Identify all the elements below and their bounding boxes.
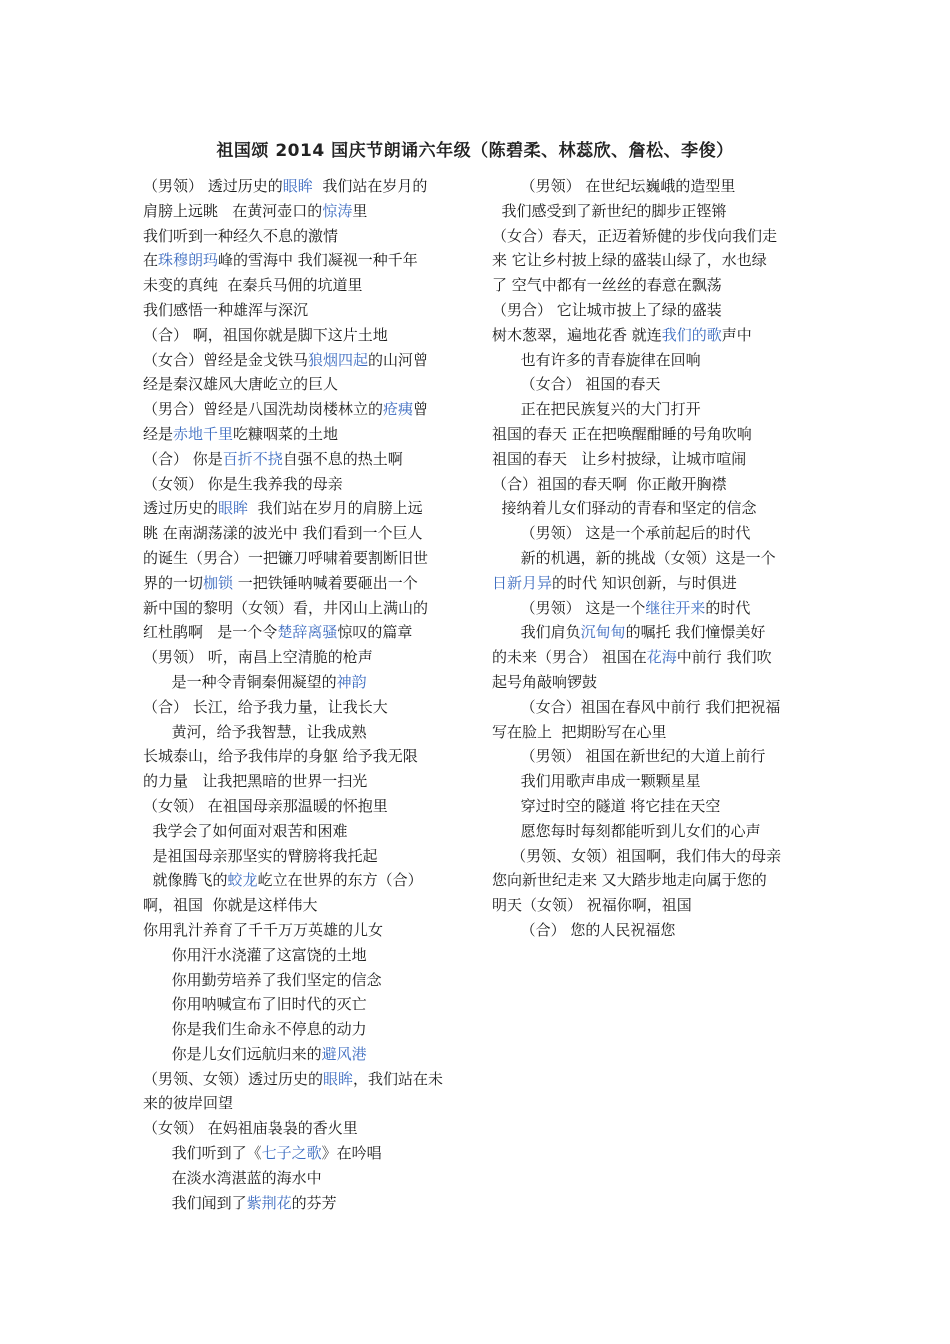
line-text: 啊，祖国 你就是这样伟大 xyxy=(143,896,318,915)
line-text: 眺 在南湖荡漾的波光中 我们看到一个巨人 xyxy=(143,524,423,543)
poem-line xyxy=(492,794,814,819)
linked-term[interactable]: 继往开来 xyxy=(645,598,706,617)
line-text: （女领） 在祖国母亲那温暖的怀抱里 xyxy=(143,796,388,815)
line-text: 明天（女领） 祝福你啊，祖国 xyxy=(492,896,692,915)
line-text: 接纳着儿女们驿动的青春和坚定的信念 xyxy=(492,499,757,518)
poem-line xyxy=(143,670,465,695)
line-text: 你是儿女们远航归来的 xyxy=(143,1044,322,1063)
linked-term[interactable]: 枷锁 xyxy=(203,573,234,592)
poem-line xyxy=(492,868,814,893)
line-text: 你用乳汁养育了千千万万英雄的儿女 xyxy=(143,920,384,939)
linked-term[interactable]: 百折不挠 xyxy=(222,449,283,468)
linked-term[interactable]: 眼眸 xyxy=(218,499,249,518)
line-text: 我们肩负 xyxy=(492,623,581,642)
line-text: 我们听到一种经久不息的激情 xyxy=(143,226,339,245)
poem-line xyxy=(492,422,814,447)
poem-line xyxy=(143,472,465,497)
line-text: 你用勤劳培养了我们坚定的信念 xyxy=(143,970,382,989)
poem-line xyxy=(143,1116,465,1141)
poem-line xyxy=(143,1017,465,1042)
poem-line xyxy=(143,695,465,720)
poem-line xyxy=(492,372,814,397)
line-text: （女合）祖国在春风中前行 我们把祝福 xyxy=(492,697,781,716)
poem-line xyxy=(143,1067,465,1092)
line-text: 你用汗水浇灌了这富饶的土地 xyxy=(143,945,367,964)
poem-line xyxy=(143,174,465,199)
line-text: 经是 xyxy=(143,424,174,443)
line-text: 一把铁锤呐喊着要砸出一个 xyxy=(233,573,418,592)
poem-line xyxy=(492,596,814,621)
poem-line xyxy=(492,472,814,497)
line-text: ，我们站在未 xyxy=(353,1069,444,1088)
line-text: 我们感悟一种雄浑与深沉 xyxy=(143,300,309,319)
poem-line xyxy=(492,769,814,794)
line-text: 的时代 知识创新，与时俱进 xyxy=(552,573,737,592)
line-text: 您向新世纪走来 又大踏步地走向属于您的 xyxy=(492,871,767,890)
line-text: （女合）曾经是金戈铁马 xyxy=(143,350,309,369)
poem-line xyxy=(143,645,465,670)
line-text: 红杜鹃啊 是一个令 xyxy=(143,623,278,642)
poem-line xyxy=(143,868,465,893)
poem-line xyxy=(143,968,465,993)
linked-term[interactable]: 避风港 xyxy=(321,1044,367,1063)
poem-line xyxy=(143,447,465,472)
poem-line xyxy=(143,273,465,298)
line-text: 惊叹的篇章 xyxy=(337,623,413,642)
poem-line xyxy=(492,571,814,596)
line-text: （男合） 它让城市披上了绿的盛装 xyxy=(492,300,722,319)
line-text: 》在吟唱 xyxy=(321,1144,382,1163)
line-text: 里 xyxy=(352,201,368,220)
line-text: 正在把民族复兴的大门打开 xyxy=(492,400,701,419)
line-text: 我们感受到了新世纪的脚步正铿锵 xyxy=(492,201,727,220)
poem-line xyxy=(492,918,814,943)
line-text: 肩膀上远眺 在黄河壶口的 xyxy=(143,201,323,220)
line-text: 我们站在岁月的肩膀上远 xyxy=(248,499,423,518)
line-text: 透过历史的 xyxy=(143,499,219,518)
line-text: 你是我们生命永不停息的动力 xyxy=(143,1020,367,1039)
line-text: 愿您每时每刻都能听到儿女们的心声 xyxy=(492,821,761,840)
poem-line xyxy=(143,571,465,596)
poem-line xyxy=(492,720,814,745)
poem-line xyxy=(492,447,814,472)
linked-term[interactable]: 眼眸 xyxy=(282,177,313,195)
poem-line xyxy=(492,199,814,224)
line-text: （男领） 听，南昌上空清脆的枪声 xyxy=(143,648,373,667)
line-text: （女领） 你是生我养我的母亲 xyxy=(143,474,343,493)
poem-line xyxy=(492,744,814,769)
line-text: （女领） 在妈祖庙袅袅的香火里 xyxy=(143,1119,358,1138)
line-text: 祖国的春天 让乡村披绿，让城市喧闹 xyxy=(492,449,747,468)
linked-term[interactable]: 赤地千里 xyxy=(173,424,234,443)
line-text: （合）祖国的春天啊 你正敞开胸襟 xyxy=(492,474,727,493)
poem-line xyxy=(492,670,814,695)
poem-line xyxy=(143,819,465,844)
line-text: 的芬芳 xyxy=(291,1193,337,1212)
line-text: （女合） 祖国的春天 xyxy=(492,375,661,394)
line-text: （女合）春天，正迈着矫健的步伐向我们走 xyxy=(492,226,778,245)
line-text: 屹立在世界的东方（合） xyxy=(257,871,423,890)
poem-line xyxy=(143,943,465,968)
line-text: 中前行 我们吹 xyxy=(676,648,772,667)
line-text: 也有许多的青春旋律在回响 xyxy=(492,350,701,369)
poem-line xyxy=(143,1042,465,1067)
linked-term[interactable]: 珠穆朗玛 xyxy=(158,251,219,270)
left-column xyxy=(143,174,465,1215)
linked-term[interactable]: 眼眸 xyxy=(323,1069,354,1088)
poem-line xyxy=(143,1191,465,1216)
poem-line xyxy=(143,546,465,571)
line-text: （男领、女领）透过历史的 xyxy=(143,1069,324,1088)
poem-line xyxy=(492,248,814,273)
line-text: 树木葱翠，遍地花香 就连 xyxy=(492,325,662,344)
line-text: 来 它让乡村披上绿的盛装山绿了，水也绿 xyxy=(492,251,767,270)
poem-line xyxy=(492,496,814,521)
line-text: 的未来（男合） 祖国在 xyxy=(492,648,647,667)
poem-line xyxy=(143,620,465,645)
line-text: 我学会了如何面对艰苦和困难 xyxy=(143,821,348,840)
linked-term[interactable]: 蛟龙 xyxy=(227,871,258,890)
line-text: 穿过时空的隧道 将它挂在天空 xyxy=(492,796,721,815)
line-text: 是祖国母亲那坚实的臂膀将我托起 xyxy=(143,846,378,865)
poem-line xyxy=(492,620,814,645)
line-text: （男领、女领）祖国啊，我们伟大的母亲 xyxy=(492,846,782,865)
line-text: 就像腾飞的 xyxy=(143,871,228,890)
poem-line xyxy=(492,348,814,373)
linked-term[interactable]: 我们的歌 xyxy=(661,325,722,344)
poem-line xyxy=(143,199,465,224)
line-text: 新的机遇，新的挑战（女领）这是一个 xyxy=(492,548,776,567)
line-text: 界的一切 xyxy=(143,573,204,592)
linked-term[interactable]: 沉甸甸 xyxy=(580,623,626,642)
poem-line xyxy=(143,348,465,373)
line-text: 的诞生（男合）一把镰刀呼啸着要割断旧世 xyxy=(143,548,429,567)
linked-term[interactable]: 楚辞离骚 xyxy=(277,623,338,642)
line-text: 在 xyxy=(143,251,159,270)
poem-line xyxy=(143,397,465,422)
line-text: 未变的真纯 在秦兵马佣的坑道里 xyxy=(143,276,363,295)
linked-term[interactable]: 疮痍 xyxy=(383,400,414,419)
poem-line xyxy=(492,273,814,298)
poem-line xyxy=(143,918,465,943)
line-text: 吃糠咽菜的土地 xyxy=(233,424,339,443)
line-text: 黄河，给予我智慧，让我成熟 xyxy=(143,722,367,741)
linked-term[interactable]: 神韵 xyxy=(336,672,367,691)
linked-term[interactable]: 惊涛 xyxy=(322,201,353,220)
poem-line xyxy=(492,174,814,199)
poem-line xyxy=(492,323,814,348)
poem-line xyxy=(143,521,465,546)
line-text: 了 空气中都有一丝丝的春意在飘荡 xyxy=(492,276,722,295)
line-text: （男领） 祖国在新世纪的大道上前行 xyxy=(492,747,766,766)
poem-line xyxy=(143,794,465,819)
poem-line xyxy=(143,422,465,447)
poem-line xyxy=(143,224,465,249)
line-text: 我们站在岁月的 xyxy=(312,177,428,195)
line-text: 在淡水湾湛蓝的海水中 xyxy=(143,1168,322,1187)
poem-title: 祖国颂 2014 国庆节朗诵六年级（陈碧柔、林蕊欣、詹松、李俊） xyxy=(216,141,734,161)
linked-term[interactable]: 七子之歌 xyxy=(261,1144,322,1163)
line-text: （合） 您的人民祝福您 xyxy=(492,920,676,939)
line-text: 经是秦汉雄风大唐屹立的巨人 xyxy=(143,375,339,394)
line-text: （合） 啊，祖国你就是脚下这片土地 xyxy=(143,325,388,344)
linked-term[interactable]: 狼烟四起 xyxy=(308,350,369,369)
linked-term[interactable]: 日新月异 xyxy=(492,573,553,592)
poem-line xyxy=(143,596,465,621)
poem-line xyxy=(492,819,814,844)
line-text: 你用呐喊宣布了旧时代的灭亡 xyxy=(143,995,367,1014)
line-text: 来的彼岸回望 xyxy=(143,1094,234,1113)
line-text: 声中 xyxy=(721,325,752,344)
poem-line xyxy=(492,298,814,323)
line-text: 新中国的黎明（女领）看，井冈山上满山的 xyxy=(143,598,429,617)
line-text: 长城泰山，给予我伟岸的身躯 给予我无限 xyxy=(143,747,418,766)
poem-line xyxy=(143,1166,465,1191)
poem-line xyxy=(143,1141,465,1166)
line-text: 我们闻到了 xyxy=(143,1193,247,1212)
poem-line xyxy=(492,546,814,571)
poem-line xyxy=(143,323,465,348)
line-text: （男领） 在世纪坛巍峨的造型里 xyxy=(492,177,736,195)
poem-line xyxy=(492,397,814,422)
linked-term[interactable]: 紫荆花 xyxy=(246,1193,292,1212)
poem-line xyxy=(143,496,465,521)
line-text: （男领） 这是一个 xyxy=(492,598,646,617)
line-text: （男领） 透过历史的 xyxy=(143,177,283,195)
line-text: 曾 xyxy=(413,400,429,419)
line-text: 的嘱托 我们憧憬美好 xyxy=(625,623,766,642)
line-text: 起号角敲响锣鼓 xyxy=(492,672,598,691)
line-text: 的山河曾 xyxy=(368,350,429,369)
line-text: 写在脸上 把期盼写在心里 xyxy=(492,722,667,741)
poem-line xyxy=(492,695,814,720)
poem-line xyxy=(492,893,814,918)
line-text: （合） 你是 xyxy=(143,449,223,468)
line-text: 的力量 让我把黑暗的世界一扫光 xyxy=(143,772,368,791)
line-text: 的时代 xyxy=(705,598,751,617)
poem-line xyxy=(143,298,465,323)
poem-line xyxy=(492,521,814,546)
poem-line xyxy=(143,769,465,794)
poem-line xyxy=(143,844,465,869)
line-text: 是一种令青铜秦佣凝望的 xyxy=(143,672,337,691)
line-text: （男合）曾经是八国洗劫岗楼林立的 xyxy=(143,400,384,419)
poem-line xyxy=(143,893,465,918)
line-text: 自强不息的热土啊 xyxy=(282,449,403,468)
line-text: 祖国的春天 正在把唤醒酣睡的号角吹响 xyxy=(492,424,752,443)
poem-line xyxy=(143,372,465,397)
poem-line xyxy=(143,744,465,769)
linked-term[interactable]: 花海 xyxy=(646,648,677,667)
poem-line xyxy=(143,720,465,745)
poem-line xyxy=(143,248,465,273)
poem-line xyxy=(143,1091,465,1116)
line-text: 我们用歌声串成一颗颗星星 xyxy=(492,772,701,791)
line-text: （男领） 这是一个承前起后的时代 xyxy=(492,524,751,543)
poem-line xyxy=(143,992,465,1017)
poem-line xyxy=(492,645,814,670)
poem-line xyxy=(492,844,814,869)
line-text: （合） 长江，给予我力量，让我长大 xyxy=(143,697,388,716)
line-text: 我们听到了《 xyxy=(143,1144,262,1163)
line-text: 峰的雪海中 我们凝视一种千年 xyxy=(218,251,418,270)
right-column xyxy=(492,174,814,943)
poem-line xyxy=(492,224,814,249)
